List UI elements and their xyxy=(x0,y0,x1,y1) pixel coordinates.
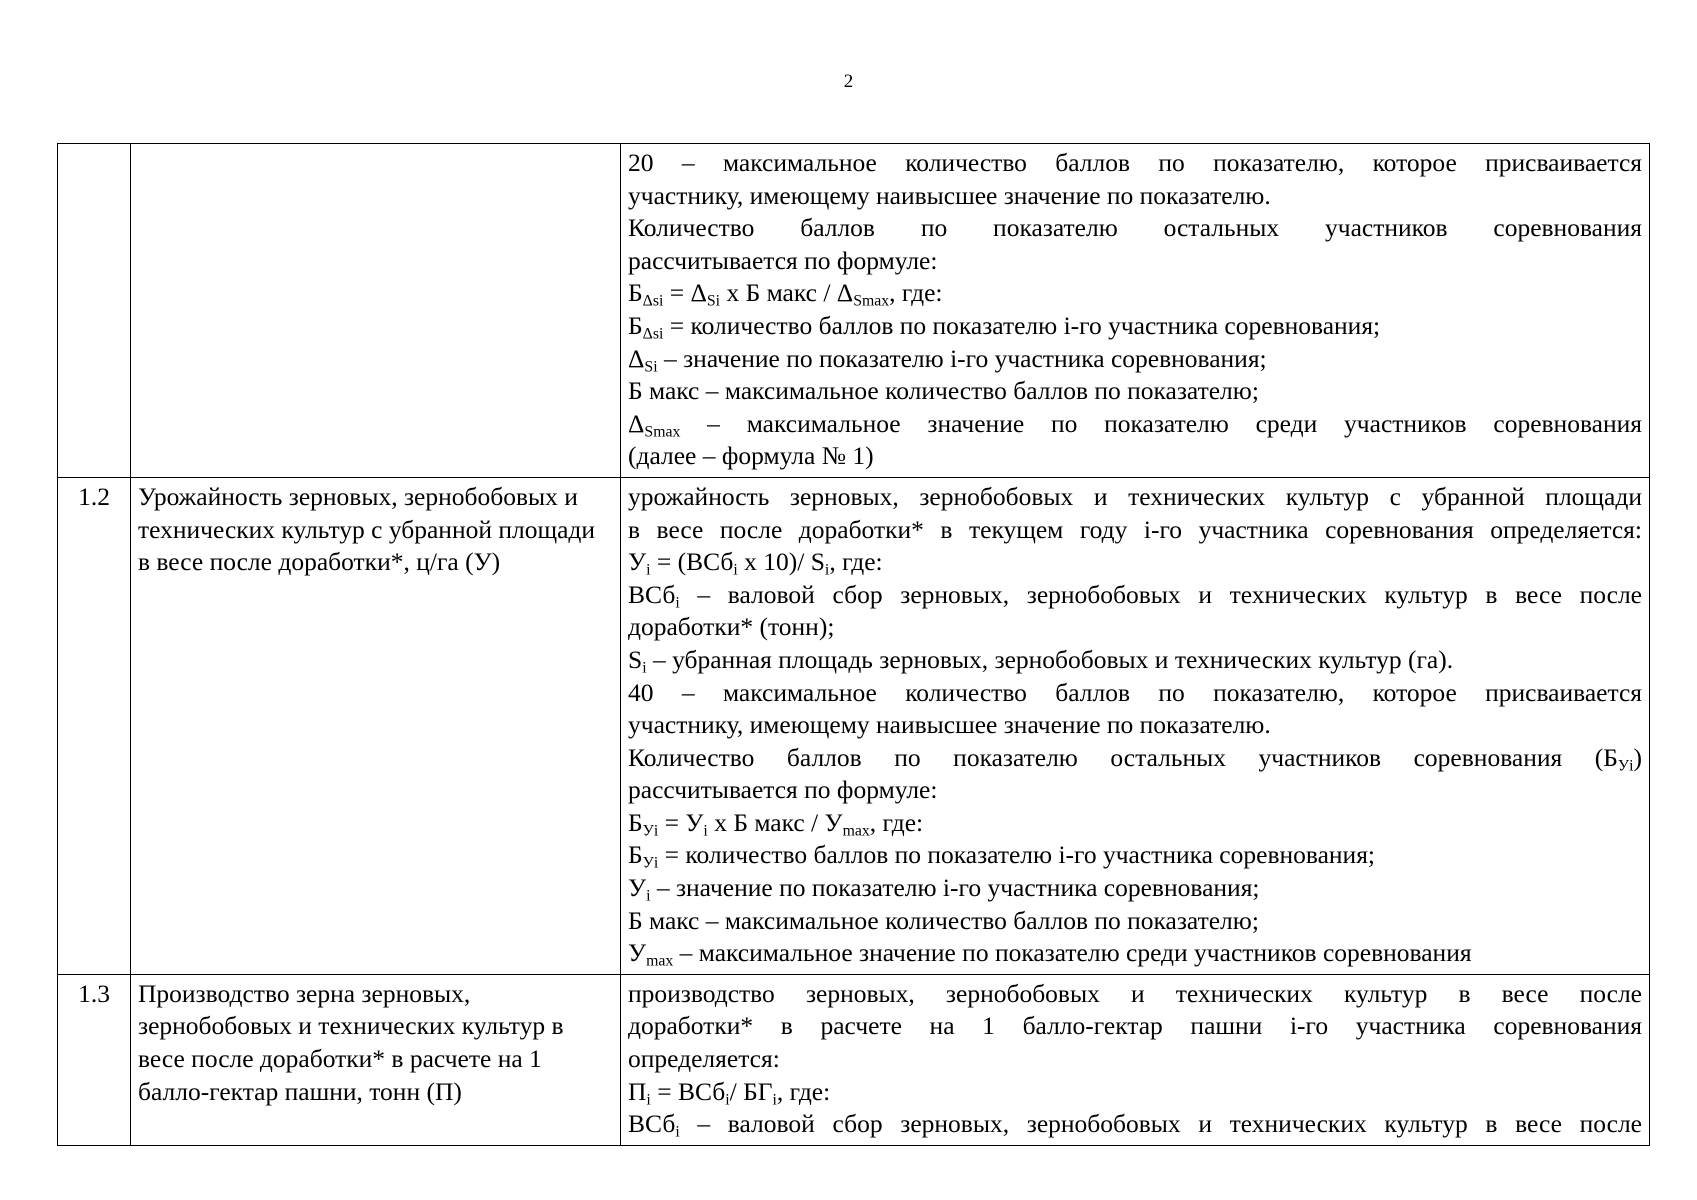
method-line: $П_i = ВСб_i/$ $БГ_i$, где: xyxy=(628,1076,831,1109)
method-line: 20 – максимальное количество баллов по показателю, которое присваивается xyxy=(628,148,1642,177)
row-number: 1.2 xyxy=(58,477,131,974)
table-row xyxy=(58,974,1650,1145)
method-line: $\Delta_{Si}$ – значение по показателю i-го участника соревнования; xyxy=(628,343,1267,375)
method-line: $\Delta_{Smax}$ – максимальное значение по показателю среди участников соревнования xyxy=(628,408,1642,441)
method-line: $У_{max}$ – максимальное значение по показателю среди участников соревнования xyxy=(628,938,1472,970)
calculation-method xyxy=(621,974,1650,1145)
table-row xyxy=(58,477,1650,974)
method-line: рассчитывается по формуле: xyxy=(628,245,938,275)
method-line: определяется: xyxy=(628,1044,780,1074)
method-line: в весе после доработки* в текущем году i-го участника соревнования определяется: xyxy=(628,514,1642,544)
indicator-name xyxy=(131,144,621,478)
method-line: Б макс – максимальное количество баллов по показателю; xyxy=(628,905,1259,935)
indicator-name: Урожайность зерновых, зернобобовых и технических культур с убранной площади в весе после доработки*, ц/га (У) xyxy=(131,477,621,974)
row-number xyxy=(58,144,131,478)
method-line: $Б_{\Delta si} = \Delta_{Si}$ х Б макс / $\Delta_{Smax}$, где: xyxy=(628,278,943,310)
method-line: доработки* в расчете на 1 балло-гектар пашни i-го участника соревнования xyxy=(628,1011,1642,1041)
method-line: $У_i = (ВСб_i$ х 10)/ $S_i$, где: xyxy=(628,547,883,579)
indicator-name: Производство зерна зерновых, зернобобовых и технических культур в весе после доработки* в расчете на 1 балло-гектар пашни, тонн (П) xyxy=(131,974,621,1145)
method-line: $У_i$ – значение по показателю i-го участника соревнования; xyxy=(628,873,1260,905)
calculation-method xyxy=(621,144,1650,478)
method-line: участнику, имеющему наивысшее значение по показателю. xyxy=(628,710,1271,740)
method-line: производство зерновых, зернобобовых и технических культур в весе после xyxy=(628,978,1642,1008)
method-line: 40 – максимальное количество баллов по показателю, которое присваивается xyxy=(628,677,1642,707)
method-line: урожайность зерновых, зернобобовых и технических культур с убранной площади xyxy=(628,481,1642,511)
method-line: $Б_{\Delta si}$ = количество баллов по показателю i-го участника соревнования; xyxy=(628,310,1381,343)
method-line: доработки* (тонн); xyxy=(628,612,835,642)
method-line: ВСб$_i$ – валовой сбор зерновых, зернобобовых и технических культур в весе после xyxy=(628,1109,1642,1141)
method-line: ВСб$_i$ – валовой сбор зерновых, зернобобовых и технических культур в весе после xyxy=(628,579,1642,612)
page-number: 2 xyxy=(843,71,854,92)
method-line: рассчитывается по формуле: xyxy=(628,775,938,805)
table-row xyxy=(58,144,1650,478)
method-line: Количество баллов по показателю остальных участников соревнования $(Б_{Уi})$ xyxy=(628,742,1642,775)
method-line: $Б_{Уi}$ = количество баллов по показателю i-го участника соревнования; xyxy=(628,840,1376,872)
method-line: $Б_{Уi} = У_i$ х Б макс / $У_{max}$, где: xyxy=(628,807,924,840)
method-line: (далее – формула № 1) xyxy=(628,441,874,471)
calculation-method xyxy=(621,477,1650,974)
method-line: участнику, имеющему наивысшее значение по показателю. xyxy=(628,180,1271,210)
method-line: Б макс – максимальное количество баллов по показателю; xyxy=(628,376,1259,406)
criteria-table xyxy=(57,143,1650,1146)
method-line: $S_i$ – убранная площадь зерновых, зернобобовых и технических культур (га). xyxy=(628,644,1454,677)
row-number: 1.3 xyxy=(58,974,131,1145)
method-line: Количество баллов по показателю остальных участников соревнования xyxy=(628,213,1642,243)
